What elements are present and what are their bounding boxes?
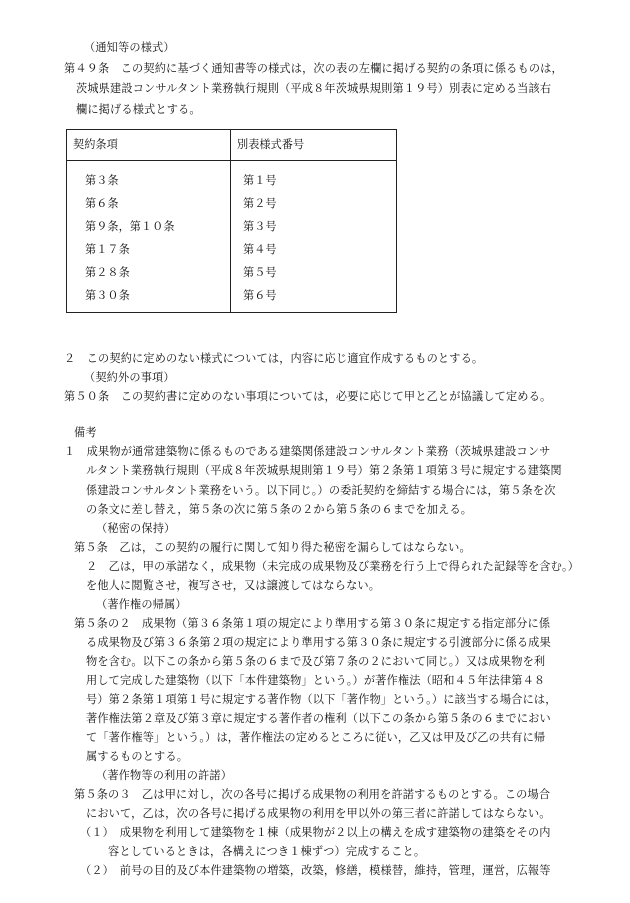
table-header-form: 別表様式番号 bbox=[231, 130, 397, 161]
art5-p2-line1: ２ 乙は，甲の承諾なく，成果物（未完成の成果物及び業務を行う上で得られた記録等を含む。） bbox=[86, 560, 580, 573]
table-header-clause: 契約条項 bbox=[67, 130, 231, 161]
form-number-item: 第５号 bbox=[243, 266, 277, 279]
table-body-row bbox=[67, 161, 397, 313]
form-correspondence-table bbox=[66, 129, 397, 313]
article49-paragraph2: ２ この契約に定めのない様式については，内容に応じ適宜作成するものとする。 bbox=[64, 352, 484, 365]
clause-item: 第３条 bbox=[85, 174, 119, 187]
form-number-item: 第３号 bbox=[243, 220, 277, 233]
article49-heading: （通知等の様式） bbox=[84, 41, 175, 54]
art5-2-line2: る成果物及び第３６条第２項の規定により準用する第３０条に規定する引渡部分に係る成果 bbox=[86, 636, 551, 649]
item1-line1: （１） 成果物を利用して建築物を１棟（成果物が２以上の構えを成す建築物の建築をその内 bbox=[80, 826, 551, 839]
clause-item: 第６条 bbox=[85, 197, 119, 210]
form-number-item: 第２号 bbox=[243, 197, 277, 210]
art5-3-line1: 第５条の３ 乙は甲に対し，次の各号に掲げる成果物の利用を許諾するものとする。この場合 bbox=[74, 788, 551, 801]
clause-item: 第３０条 bbox=[85, 289, 130, 302]
art5-p2-line2: を他人に閲覧させ，複写させ，又は譲渡してはならない。 bbox=[86, 579, 381, 592]
article50-line1: 第５０条 この契約書に定めのない事項については，必要に応じて甲と乙とが協議して定める。 bbox=[64, 390, 552, 403]
table-header-row bbox=[67, 130, 397, 161]
article49-line3: 欄に掲げる様式とする。 bbox=[76, 103, 201, 116]
article49-line2: 茨城県建設コンサルタント業務執行規則（平成８年茨城県規則第１９号）別表に定める当該右 bbox=[76, 82, 552, 95]
form-number-column bbox=[231, 161, 397, 313]
art5-2-line7: て「著作権等」という。）は，著作権法の定めるところに従い，乙又は甲及び乙の共有に帰 bbox=[86, 731, 546, 744]
copyright-heading: （著作権の帰属） bbox=[96, 598, 187, 611]
art5-2-line8: 属するものとする。 bbox=[86, 750, 189, 763]
remark1-line3: 係建設コンサルタント業務をいう。以下同じ。）の委託契約を締結する場合には，第５条を次 bbox=[86, 484, 556, 497]
remark1-line2: ルタント業務執行規則（平成８年茨城県規則第１９号）第２条第１項第３号に規定する建築関 bbox=[86, 464, 562, 477]
art5-2-line4: 用して完成した建築物（以下「本件建築物」という。）が著作権法（昭和４５年法律第４８ bbox=[86, 674, 546, 687]
art5-3-line2: において，乙は，次の各号に掲げる成果物の利用を甲以外の第三者に許諾してはならない。 bbox=[86, 807, 551, 820]
article49-line1: 第４９条 この契約に基づく通知書等の様式は，次の表の左欄に掲げる契約の条項に係るものは， bbox=[64, 62, 563, 75]
remark1-line1: １ 成果物が通常建築物に係るものである建築関係建設コンサルタント業務（茨城県建設コンサ bbox=[64, 445, 551, 458]
item2-line1: （２） 前号の目的及び本件建築物の増築，改築，修繕，模様替，維持，管理，運営，広報等 bbox=[80, 864, 551, 877]
art5-2-line6: 著作権法第２章及び第３章に規定する著作者の権利（以下この条から第５条の６までにおい bbox=[86, 712, 551, 725]
article50-heading: （契約外の事項） bbox=[84, 371, 175, 384]
art5-line1: 第５条 乙は，この契約の履行に関して知り得た秘密を漏らしてはならない。 bbox=[74, 541, 471, 554]
clause-column bbox=[67, 161, 231, 313]
art5-2-line1: 第５条の２ 成果物（第３６条第１項の規定により準用する第３０条に規定する指定部分に係 bbox=[74, 617, 551, 630]
form-number-item: 第６号 bbox=[243, 289, 277, 302]
secrecy-heading: （秘密の保持） bbox=[96, 522, 176, 535]
remarks-title: 備考 bbox=[74, 426, 97, 439]
item1-line2: 容としているときは，各構えにつき１棟ずつ）完成すること。 bbox=[108, 845, 426, 858]
form-number-item: 第４号 bbox=[243, 243, 277, 256]
art5-2-line5: 号）第２条第１項第１号に規定する著作物（以下「著作物」という。）に該当する場合には， bbox=[86, 693, 557, 706]
clause-item: 第２８条 bbox=[85, 266, 130, 279]
clause-item: 第９条，第１０条 bbox=[85, 220, 175, 233]
remark1-line4: の条文に差し替え，第５条の次に第５条の２から第５条の６までを加える。 bbox=[86, 503, 473, 516]
usage-heading: （著作物等の利用の許諾） bbox=[96, 769, 233, 782]
clause-item: 第１７条 bbox=[85, 243, 130, 256]
art5-2-line3: 物を含む。以下この条から第５条の６まで及び第７条の２において同じ。）又は成果物を利 bbox=[86, 655, 546, 668]
form-number-item: 第１号 bbox=[243, 174, 277, 187]
